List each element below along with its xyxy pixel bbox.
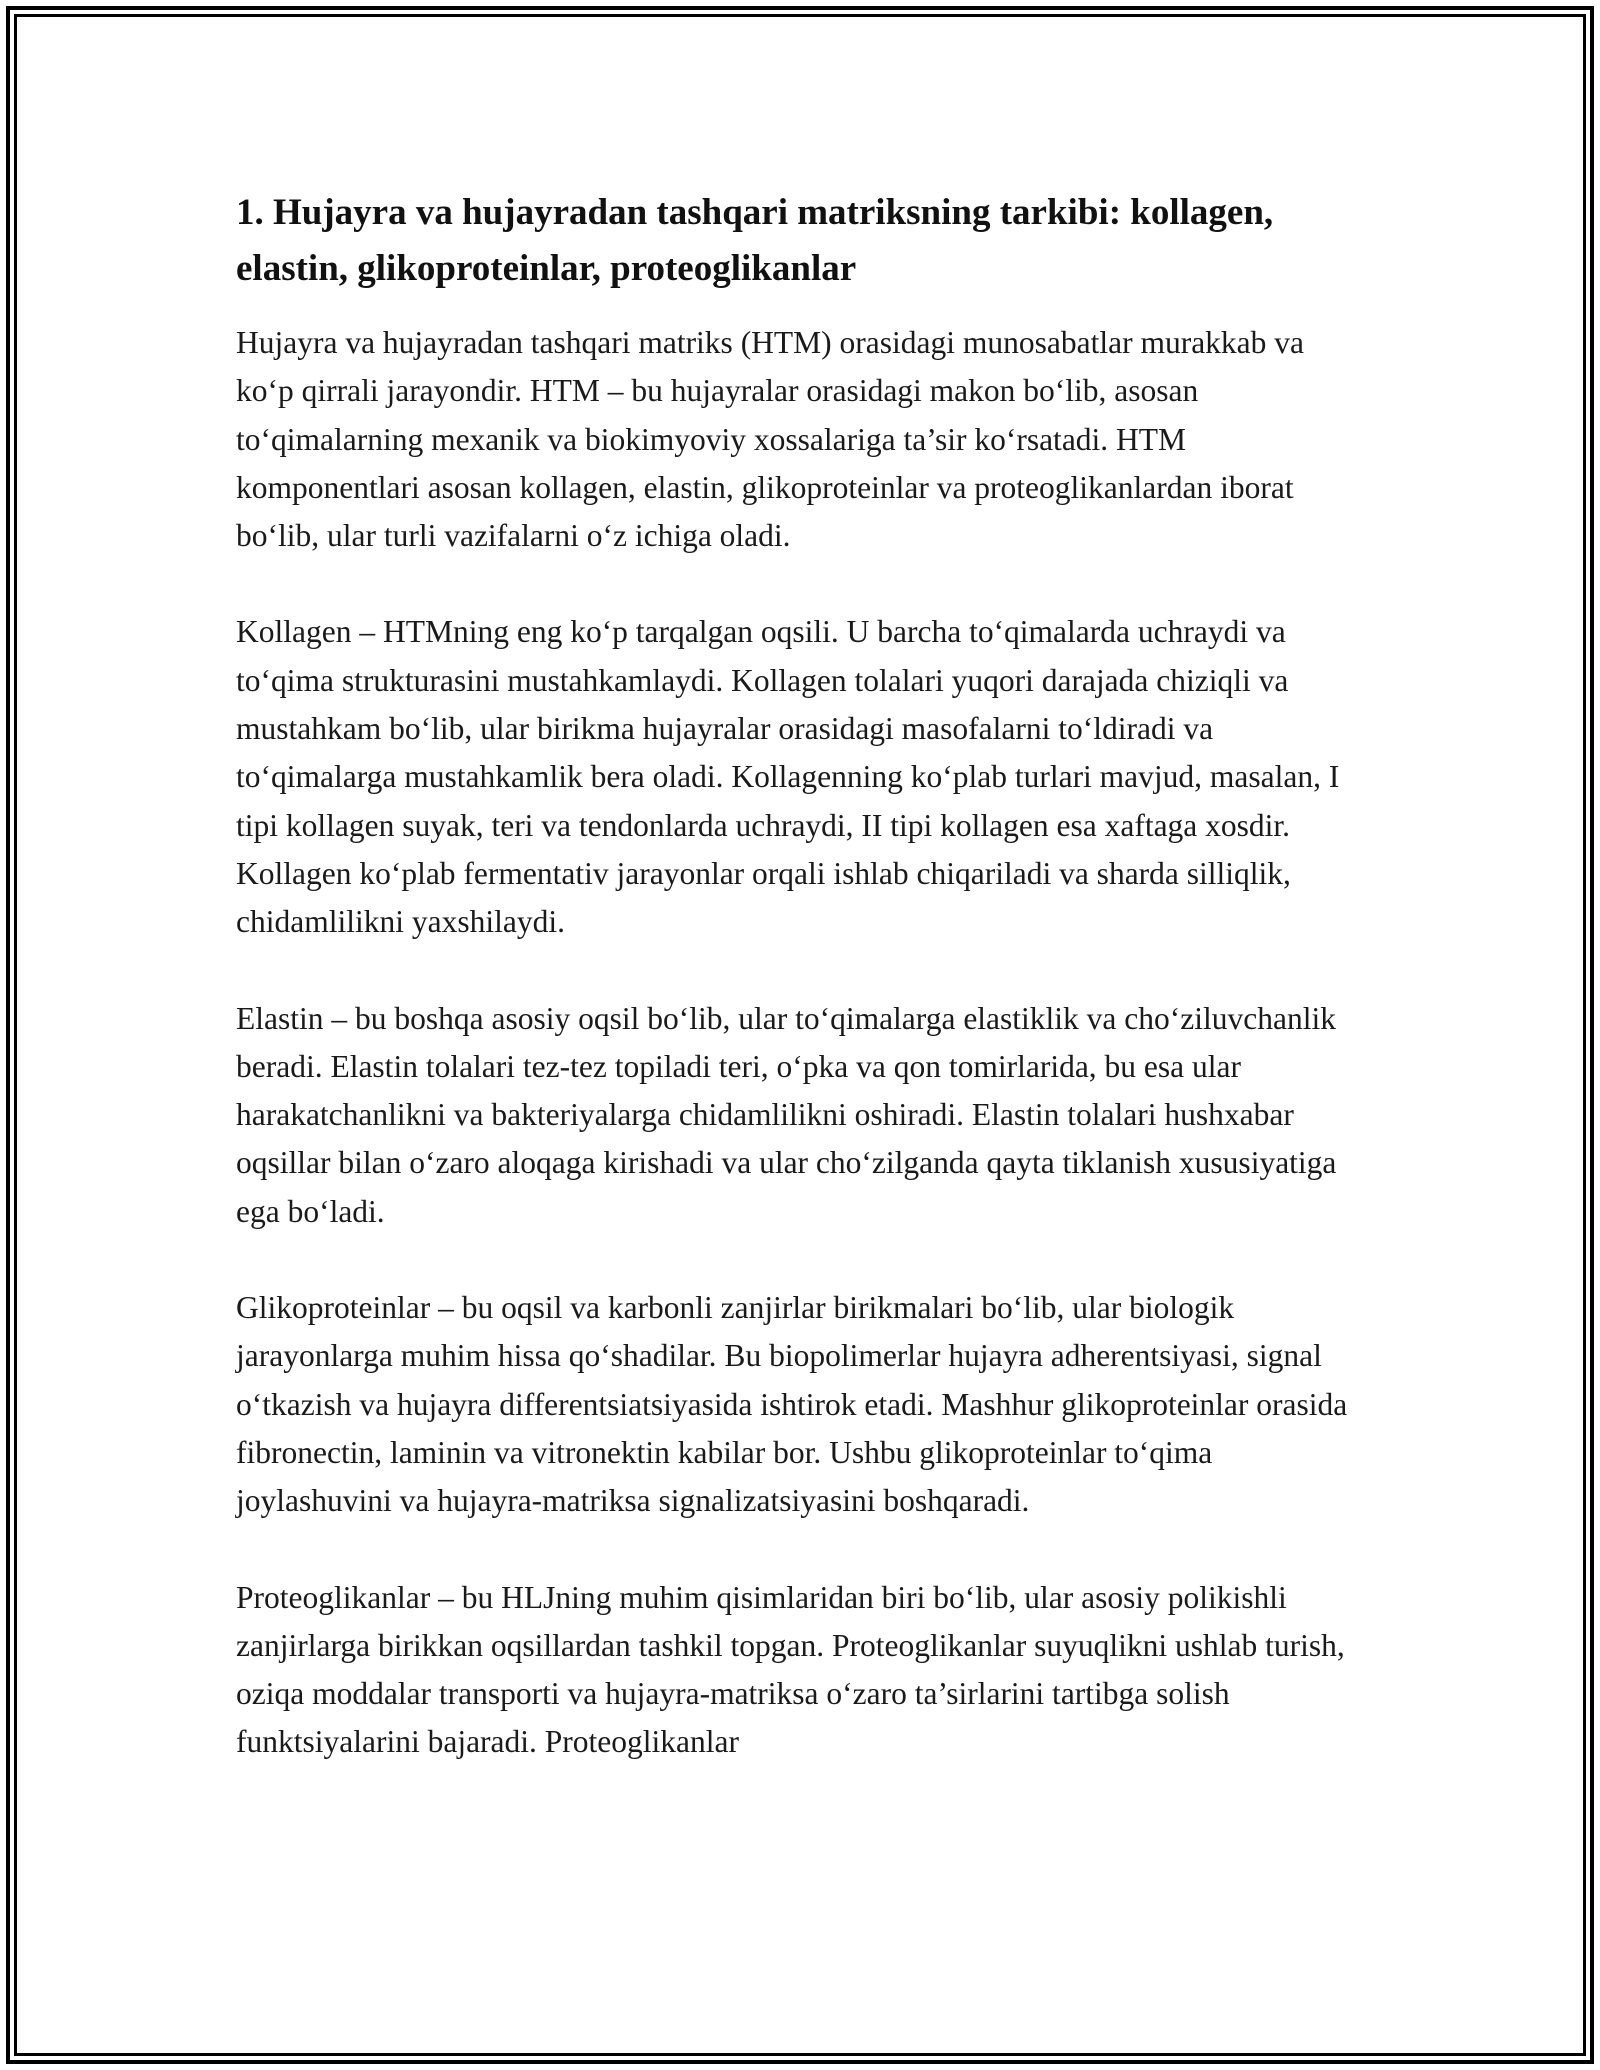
- document-page: [236, 185, 1366, 1815]
- paragraph-kollagen: Kollagen – HTMning eng ko‘p tarqalgan oqsili. U barcha to‘qimalarda uchraydi va to‘qima strukturasini mustahkamlaydi. Kollagen tolalari yuqori darajada chiziqli va mustahkam bo‘lib, ular birikma hujayralar orasidagi masofalarni to‘ldiradi va to‘qimalarga mustahkamlik bera oladi. Kollagenning ko‘plab turlari mavjud, masalan, I tipi kollagen suyak, teri va tendonlarda uchraydi, II tipi kollagen esa xaftaga xosdir. Kollagen ko‘plab fermentativ jarayonlar orqali ishlab chiqariladi va sharda silliqlik, chidamlilikni yaxshilaydi.: [236, 614, 1340, 940]
- paragraph-glikoproteinlar: Glikoproteinlar – bu oqsil va karbonli zanjirlar birikmalari bo‘lib, ular biologik jarayonlarga muhim hissa qo‘shadilar. Bu biopolimerlar hujayra adherentsiyasi, signal o‘tkazish va hujayra differentsiatsiyasida ishtirok etadi. Mashhur glikoproteinlar orasida fibronectin, laminin va vitronektin kabilar bor. Ushbu glikoproteinlar to‘qima joylashuvini va hujayra-matriksa signalizatsiyasini boshqaradi.: [236, 1290, 1348, 1519]
- paragraph-elastin: Elastin – bu boshqa asosiy oqsil bo‘lib, ular to‘qimalarga elastiklik va cho‘ziluvchanlik beradi. Elastin tolalari tez-tez topiladi teri, o‘pka va qon tomirlarida, bu esa ular harakatchanlikni va bakteriyalarga chidamlilikni oshiradi. Elastin tolalari hushxabar oqsillar bilan o‘zaro aloqaga kirishadi va ular cho‘zilganda qayta tiklanish xususiyatiga ega bo‘ladi.: [236, 1000, 1337, 1229]
- paragraph-intro: Hujayra va hujayradan tashqari matriks (HTM) orasidagi munosabatlar murakkab va ko‘p qirrali jarayondir. HTM – bu hujayralar orasidagi makon bo‘lib, asosan to‘qimalarning mexanik va biokimyoviy xossalariga ta’sir ko‘rsatadi. HTM komponentlari asosan kollagen, elastin, glikoproteinlar va proteoglikanlardan iborat bo‘lib, ular turli vazifalarni o‘z ichiga oladi.: [236, 325, 1305, 554]
- section-heading: 1. Hujayra va hujayradan tashqari matriksning tarkibi: kollagen, elastin, glikoproteinlar, proteoglikanlar: [236, 192, 1274, 289]
- paragraph-proteoglikanlar: Proteoglikanlar – bu HLJning muhim qisimlaridan biri bo‘lib, ular asosiy polikishli zanjirlarga birikkan oqsillardan tashkil topgan. Proteoglikanlar suyuqlikni ushlab turish, oziqa moddalar transporti va hujayra-matriksa o‘zaro ta’sirlarini tartibga solish funktsiyalarini bajaradi. Proteoglikanlar: [236, 1579, 1345, 1760]
